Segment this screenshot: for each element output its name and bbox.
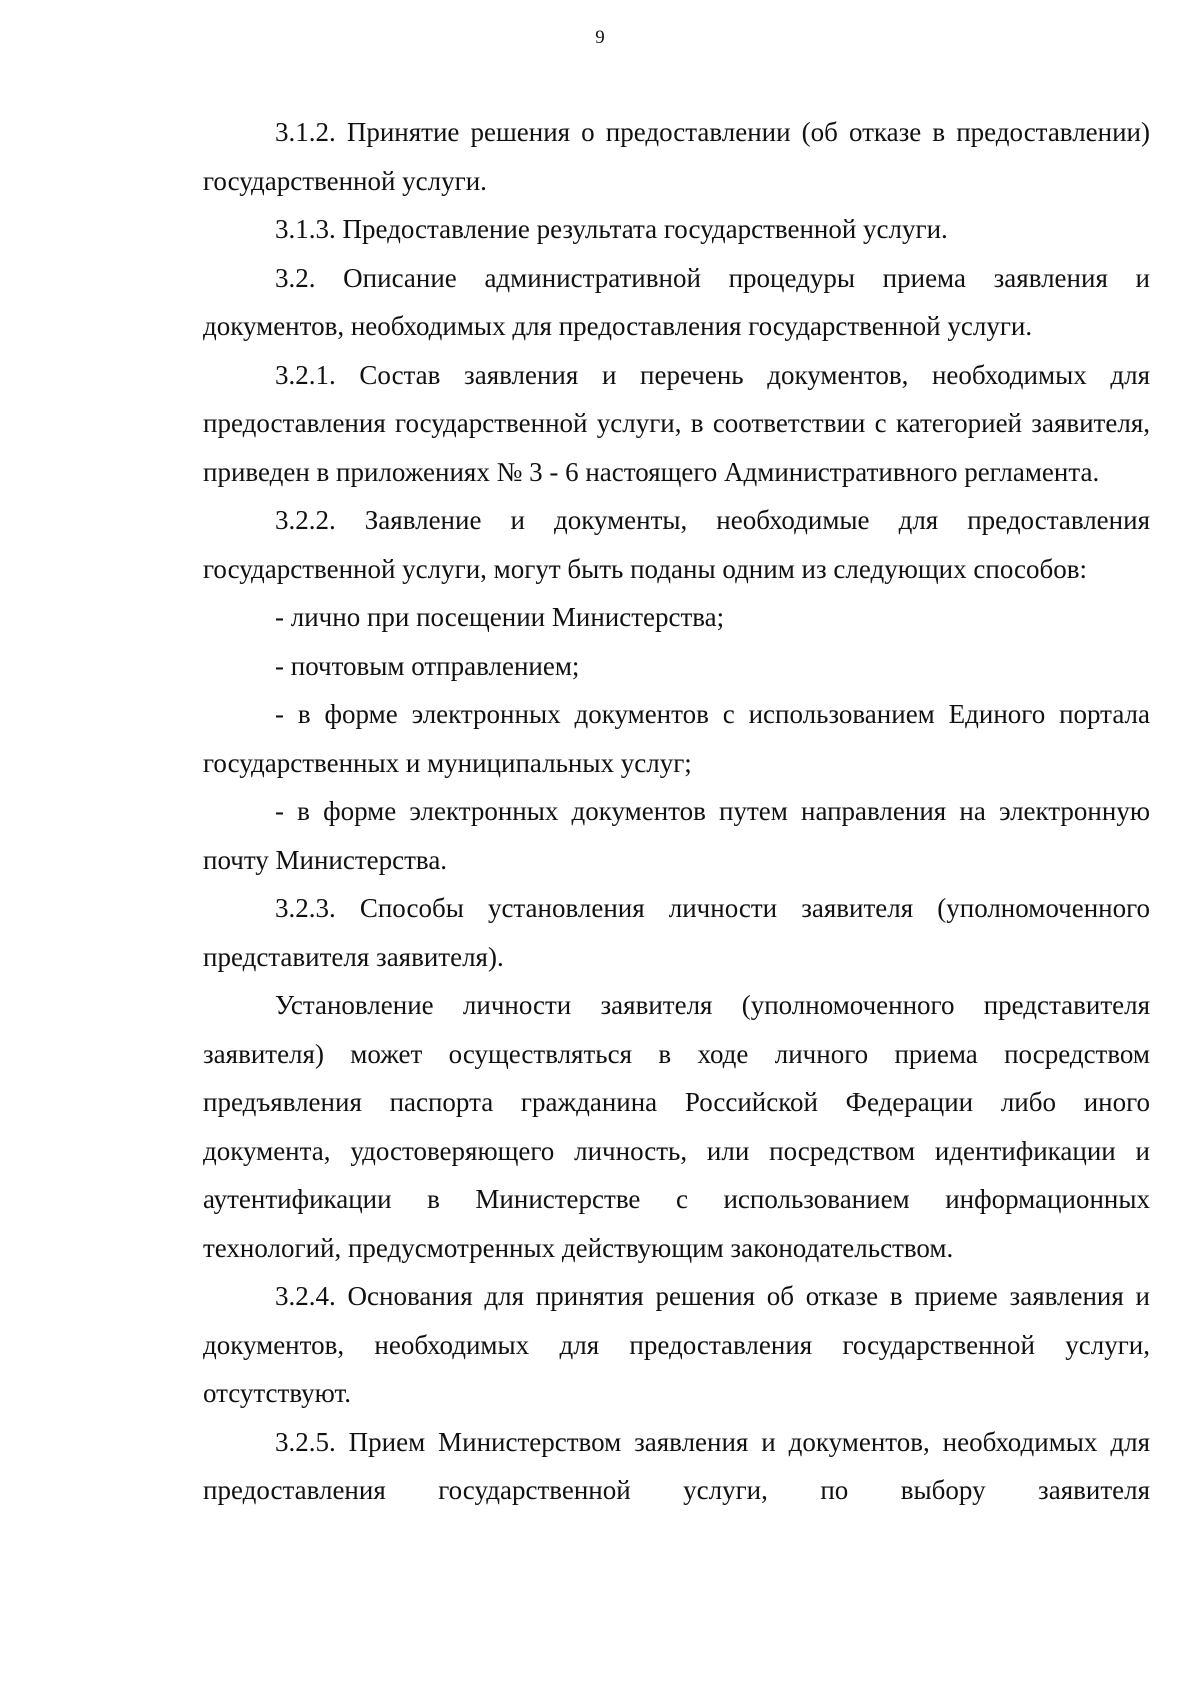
page-number: 9 — [595, 27, 605, 48]
paragraph-3-2-3: 3.2.3. Способы установления личности заявителя (уполномоченного представителя заявителя). — [203, 893, 1150, 972]
paragraph-3-1-3: 3.1.3. Предоставление результата государственной услуги. — [275, 214, 948, 244]
document-body — [203, 108, 1150, 1515]
paragraph-3-2: 3.2. Описание административной процедуры приема заявления и документов, необходимых для предоставления государственной услуги. — [203, 262, 1150, 341]
paragraph-3-1-2: 3.1.2. Принятие решения о предоставлении (об отказе в предоставлении) государственной услуги. — [203, 117, 1150, 196]
paragraph-3-2-4: 3.2.4. Основания для принятия решения об отказе в приеме заявления и документов, необходимых для предоставления государственной услуги, отсутствуют. — [203, 1281, 1150, 1408]
paragraph-3-2-5: 3.2.5. Прием Министерством заявления и документов, необходимых для предоставления государственной услуги, по выбору заявителя — [203, 1426, 1150, 1505]
paragraph-3-2-2: 3.2.2. Заявление и документы, необходимые для предоставления государственной услуги, могут быть поданы одним из следующих способов: — [203, 505, 1150, 584]
list-item-in-person: - лично при посещении Министерства; — [275, 602, 725, 632]
list-item-by-mail: - почтовым отправлением; — [275, 650, 580, 681]
paragraph-3-2-1: 3.2.1. Состав заявления и перечень документов, необходимых для предоставления государственной услуги, в соответствии с категорией заявителя, приведен в приложениях № 3 - 6 настоящего Административного регламента. — [203, 359, 1150, 487]
list-item-email: - в форме электронных документов путем направления на электронную почту Министерства. — [203, 796, 1150, 875]
list-item-single-portal: - в форме электронных документов с использованием Единого портала государственных и муниципальных услуг; — [203, 699, 1150, 778]
paragraph-identity-establishment: Установление личности заявителя (уполномоченного представителя заявителя) может осуществляться в ходе личного приема посредством предъявления паспорта гражданина Российской Федерации либо иного документа, удостоверяющего личность, или посредством идентификации и аутентификации в Министерстве с использованием информационных технологий, предусмотренных действующим законодательством. — [203, 990, 1150, 1263]
